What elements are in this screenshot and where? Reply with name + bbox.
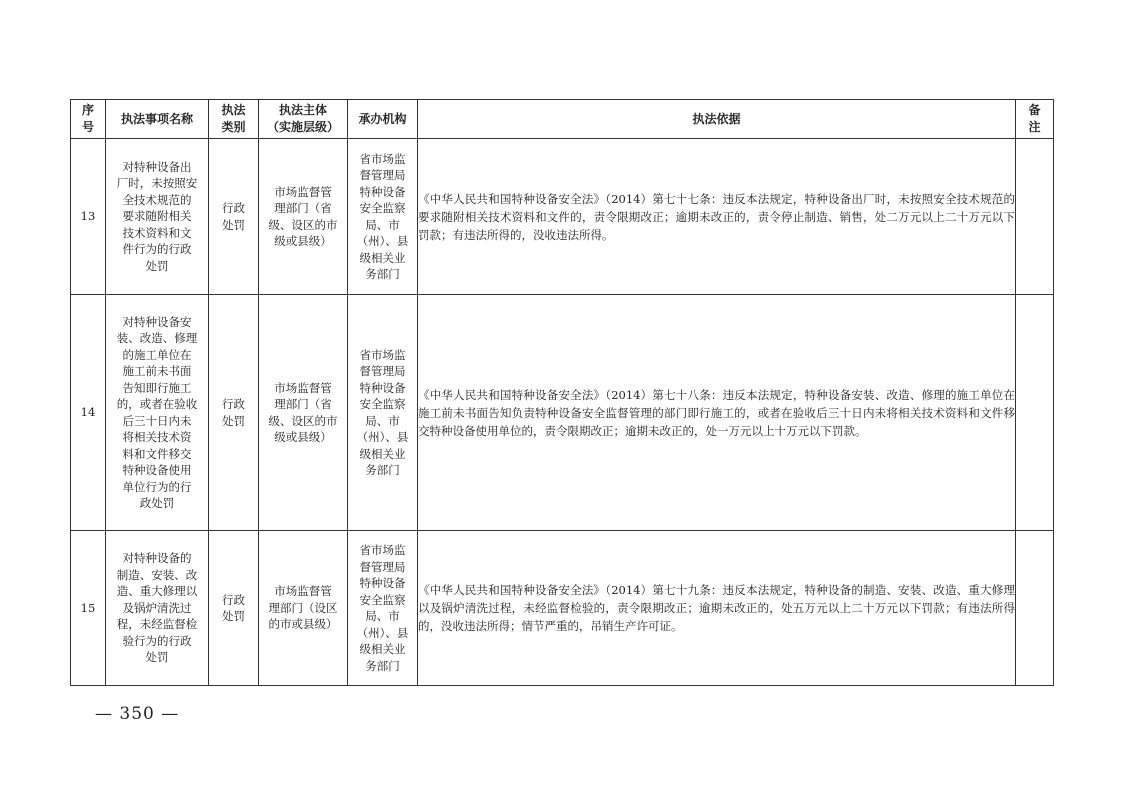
page-number: — 350 — (95, 704, 180, 724)
header-basis: 执法依据 (418, 100, 1016, 139)
row-basis: 《中华人民共和国特种设备安全法》（2014）第七十九条：违反本法规定，特种设备的制造、安装、改造、重大修理以及锅炉清洗过程，未经监督检验的，责令限期改正；逾期未改正的，处五万元以上二十万元以下罚款；有违法所得的，没收违法所得；情节严重的，吊销生产许可证。 (418, 531, 1016, 686)
table-row (71, 139, 1054, 295)
row-subject: 市场监督管 理部门（省 级、设区的市 级或县级） (259, 139, 348, 295)
row-seq: 13 (71, 139, 106, 295)
row-name: 对特种设备出 厂时，未按照安 全技术规范的 要求随附相关 技术资料和文 件行为的行政 处罚 (106, 139, 209, 295)
row-note (1016, 295, 1054, 531)
header-note: 备 注 (1016, 100, 1054, 139)
row-basis: 《中华人民共和国特种设备安全法》（2014）第七十八条：违反本法规定，特种设备安装、改造、修理的施工单位在施工前未书面告知负责特种设备安全监督管理的部门即行施工的，或者在验收后三十日内未将相关技术资料和文件移交特种设备使用单位的，责令限期改正；逾期未改正的，处一万元以上十万元以下罚款。 (418, 295, 1016, 531)
row-agency: 省市场监 督管理局 特种设备 安全监察 局、市 （州）、县 级相关业 务部门 (348, 531, 418, 686)
header-name: 执法事项名称 (106, 100, 209, 139)
header-row (71, 100, 1054, 139)
table-row (71, 295, 1054, 531)
row-seq: 15 (71, 531, 106, 686)
row-category: 行政 处罚 (209, 295, 259, 531)
row-name: 对特种设备的 制造、安装、改 造、重大修理以 及锅炉清洗过 程，未经监督检 验行为的行政 处罚 (106, 531, 209, 686)
header-seq: 序 号 (71, 100, 106, 139)
header-agency: 承办机构 (348, 100, 418, 139)
row-basis: 《中华人民共和国特种设备安全法》（2014）第七十七条：违反本法规定，特种设备出厂时，未按照安全技术规范的要求随附相关技术资料和文件的，责令限期改正；逾期未改正的，责令停止制造、销售，处二万元以上二十万元以下罚款；有违法所得的，没收违法所得。 (418, 139, 1016, 295)
row-agency: 省市场监 督管理局 特种设备 安全监察 局、市 （州）、县 级相关业 务部门 (348, 139, 418, 295)
row-name: 对特种设备安 装、改造、修理 的施工单位在 施工前未书面 告知即行施工 的，或者在验收 后三十日内未 将相关技术资 料和文件移交 特种设备使用 单位行为的行 政处罚 (106, 295, 209, 531)
row-category: 行政 处罚 (209, 139, 259, 295)
row-agency: 省市场监 督管理局 特种设备 安全监察 局、市 （州）、县 级相关业 务部门 (348, 295, 418, 531)
enforcement-table (70, 99, 1054, 686)
header-category: 执法 类别 (209, 100, 259, 139)
table-row (71, 531, 1054, 686)
row-note (1016, 139, 1054, 295)
row-note (1016, 531, 1054, 686)
row-seq: 14 (71, 295, 106, 531)
row-category: 行政 处罚 (209, 531, 259, 686)
header-subject: 执法主体 （实施层级） (259, 100, 348, 139)
row-subject: 市场监督管 理部门（省 级、设区的市 级或县级） (259, 295, 348, 531)
row-subject: 市场监督管 理部门（设区 的市或县级） (259, 531, 348, 686)
